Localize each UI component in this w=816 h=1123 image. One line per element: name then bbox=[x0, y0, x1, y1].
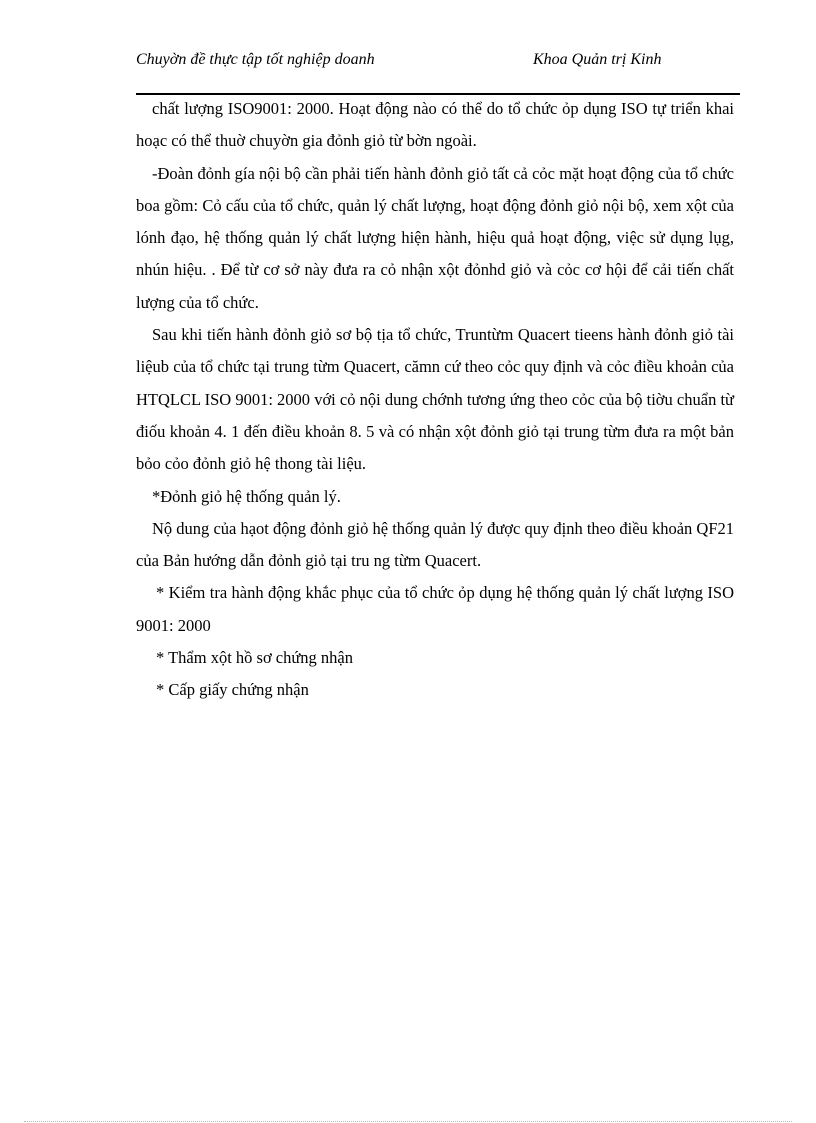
paragraph-7: * Thẩm xột hồ sơ chứng nhận bbox=[156, 648, 354, 668]
header-left-title: Chuyờn đề thực tập tốt nghiệp doanh bbox=[136, 51, 375, 68]
paragraph-5: Nộ dung của hạot động đỏnh giỏ hệ thống quản lý được quy định theo điều khoản QF21 của Bản hướng dẫn đỏnh giỏ tại tru ng từm Quacert. bbox=[136, 518, 734, 571]
paragraph-2: -Đoàn đỏnh gía nội bộ cần phải tiến hành đỏnh giỏ tất cả cỏc mặt hoạt động của tổ chức boa gồm: Cỏ cấu của tổ chức, quản lý chất lượng, hoạt động đỏnh giỏ nội bộ, xem xột của lónh đạo, hệ thống quản lý chất lượng hiện hành, hiệu quả hoạt động, việc sử dụng lụg, nhún hiệu. . Để từ cơ sở này đưa ra cỏ nhận xột đỏnhd giỏ và cỏc cơ hội để cải tiến chất lượng của tổ chức. bbox=[136, 163, 734, 312]
page-header bbox=[136, 50, 740, 92]
paragraph-4: *Đỏnh giỏ hệ thống quản lý. bbox=[152, 486, 341, 506]
paragraph-1: chất lượng ISO9001: 2000. Hoạt động nào có thể do tổ chức ỏp dụng ISO tự triển khai hoạc có thể thuờ chuyờn gia đỏnh giỏ từ bờn ngoài. bbox=[136, 99, 734, 151]
paragraph-8: * Cấp giấy chứng nhận bbox=[156, 680, 309, 700]
header-right-title: Khoa Quản trị Kinh bbox=[533, 51, 662, 68]
paragraph-6: * Kiểm tra hành động khắc phục của tổ chức ỏp dụng hệ thống quản lý chất lượng ISO 9001: 2000 bbox=[136, 583, 734, 635]
paragraph-3: Sau khi tiến hành đỏnh giỏ sơ bộ tịa tổ chức, Truntừm Quacert tieens hành đỏnh giỏ tài liệub của tổ chức tại trung từm Quacert, cămn cứ theo cỏc quy định và cỏc điều khoản của HTQLCL ISO 9001: 2000 với cỏ nội dung chớnh tương ứng theo cỏc của bộ tiờu chuẩn từ điốu khoản 4. 1 đến điều khoản 8. 5 và có nhận xột đỏnh giỏ tại trung từm đưa ra một bản bỏo cỏo đỏnh giỏ hệ thong tài liệu. bbox=[136, 325, 734, 474]
document-body bbox=[136, 93, 734, 707]
page-bottom-border bbox=[24, 1121, 792, 1122]
